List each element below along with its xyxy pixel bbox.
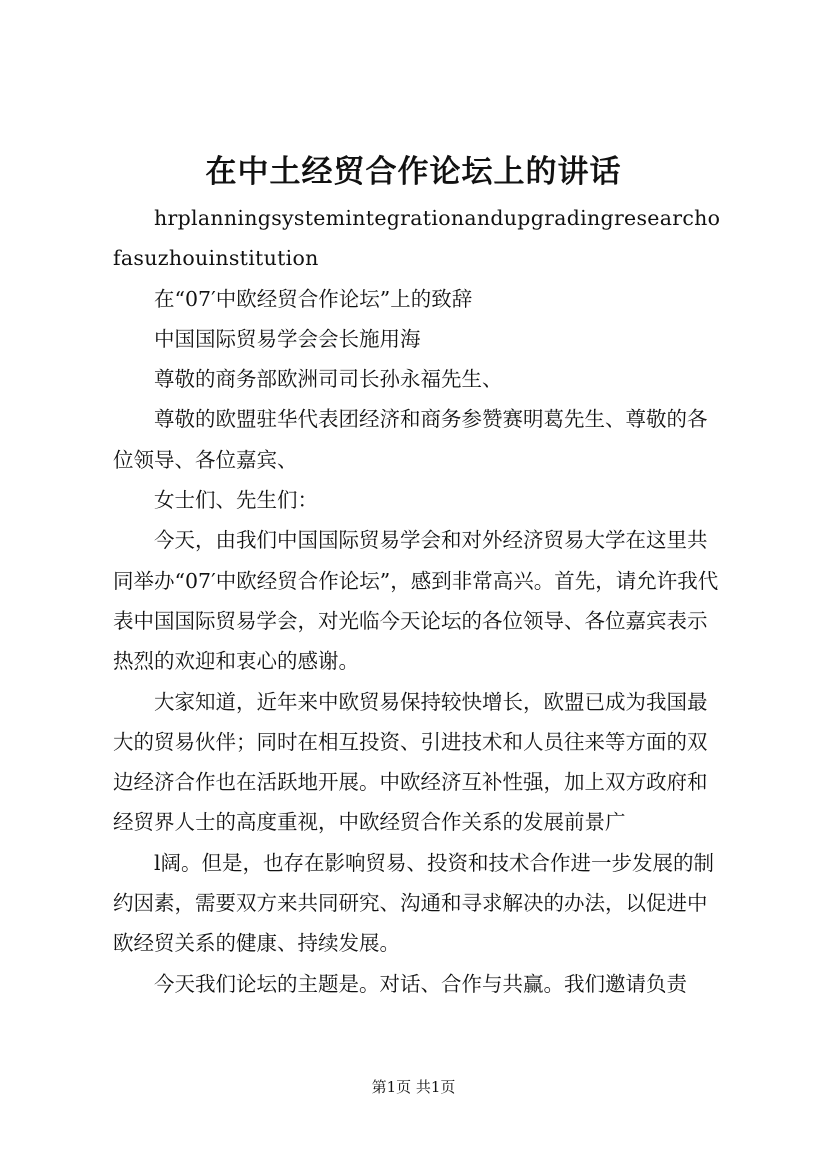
paragraph-body-2: 大家知道，近年来中欧贸易保持较快增长，欧盟已成为我国最大的贸易伙伴；同时在相互投资、引进技术和人员往来等方面的双边经济合作也在活跃地开展。中欧经济互补性强，加上双方政府和经贸界人士的高度重视，中欧经贸合作关系的发展前景广 [113, 689, 708, 835]
page-footer: 第1页 共1页 [371, 1078, 456, 1096]
paragraph-salutation-2: 尊敬的欧盟驻华代表团经济和商务参赞赛明葛先生、尊敬的各位领导、各位嘉宾、 [113, 407, 708, 472]
paragraph-salutation-1: 尊敬的商务部欧洲司司长孙永福先生、 [154, 367, 503, 392]
paragraph-body-3: l阔。但是，也存在影响贸易、投资和技术合作进一步发展的制约因素，需要双方来共同研究、沟通和寻求解决的办法，以促进中欧经贸关系的健康、持续发展。 [113, 850, 715, 956]
paragraph-speech-heading: 在“07′中欧经贸合作论坛”上的致辞 [154, 286, 473, 311]
document-body [113, 198, 725, 1004]
document-title: 在中土经贸合作论坛上的讲话 [205, 154, 622, 190]
paragraph-speaker: 中国国际贸易学会会长施用海 [154, 326, 421, 351]
paragraph-salutation-3: 女士们、先生们： [154, 488, 318, 513]
paragraph-english-subtitle: hrplanningsystemintegrationandupgradingresearchofasuzhouinstitution [113, 206, 721, 271]
paragraph-body-4: 今天我们论坛的主题是。对话、合作与共赢。我们邀请负责 [154, 971, 687, 996]
paragraph-body-1: 今天，由我们中国国际贸易学会和对外经济贸易大学在这里共同举办“07′中欧经贸合作论坛”，感到非常高兴。首先，请允许我代表中国国际贸易学会，对光临今天论坛的各位领导、各位嘉宾表示热烈的欢迎和衷心的感谢。 [113, 528, 719, 674]
